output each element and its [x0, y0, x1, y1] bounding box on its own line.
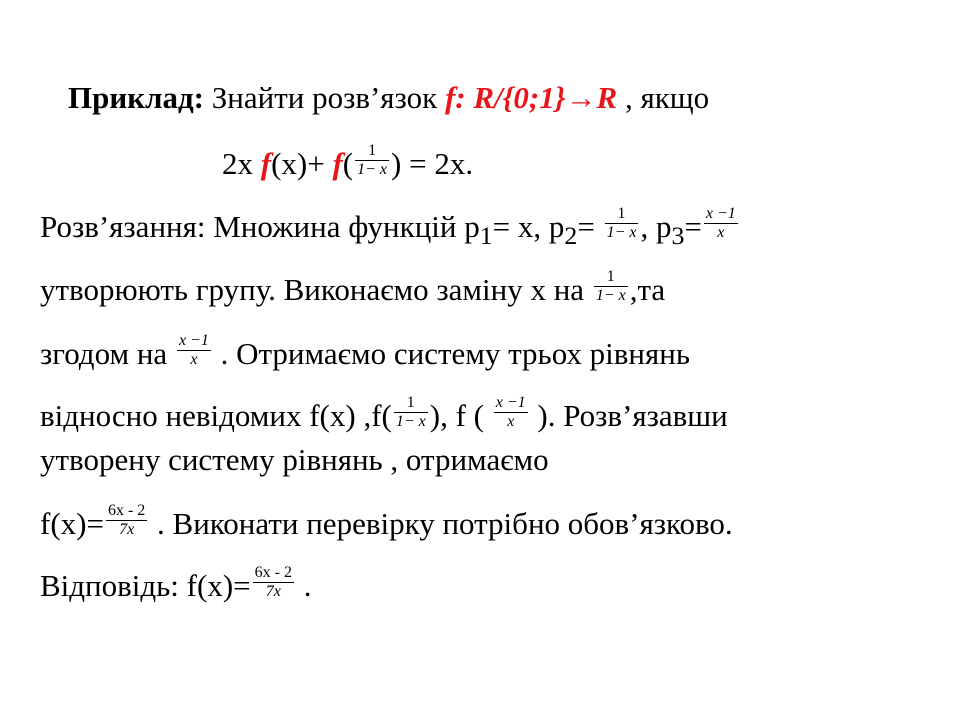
fraction-denominator: 1− x: [606, 224, 637, 242]
fraction-numerator: 1: [606, 268, 615, 286]
solution-line-5: [40, 440, 549, 480]
subscript: 3: [671, 221, 685, 251]
fraction-denominator: 1− x: [357, 161, 388, 179]
eq-part: (x)+: [271, 146, 333, 181]
text-run: утворену систему рівнянь , отримаємо: [40, 442, 549, 477]
solution-line-4: [40, 396, 728, 437]
fraction-numerator: 6x - 2: [254, 564, 292, 582]
text-run: f(x)=: [40, 506, 104, 541]
text-run: Розв’язання: Множина функцій p: [40, 209, 480, 244]
text-run: ,та: [629, 272, 666, 307]
solution-line-3: [40, 334, 690, 375]
eq-part: (: [342, 146, 354, 181]
text-run: згодом на: [40, 336, 175, 371]
fraction: [605, 205, 639, 242]
text-run: . Отримаємо систему трьох рівнянь: [212, 336, 690, 371]
text-run: ). Розв’язавши: [529, 398, 728, 433]
function-definition: f: R/{0;1}→R: [444, 80, 618, 115]
subscript: 2: [564, 221, 578, 251]
fraction: [594, 268, 628, 305]
text-run: відносно невідомих f(x) ,f(: [40, 398, 392, 433]
text-run: . Виконати перевірку потрібно обов’язково.: [149, 506, 733, 541]
fraction-numerator: x −1: [178, 332, 209, 350]
fraction: [177, 332, 211, 369]
solution-line-2: [40, 270, 665, 311]
eq-function-symbol: f: [260, 146, 272, 181]
text-run: утворюють групу. Виконаємо заміну x на: [40, 272, 592, 307]
text-run: ), f (: [429, 398, 492, 433]
functional-equation: [222, 144, 473, 185]
fraction: [253, 564, 294, 601]
subscript: 1: [479, 221, 493, 251]
title-text-after: , якщо: [617, 80, 710, 115]
fraction-denominator: 1− x: [395, 413, 426, 431]
fraction-denominator: x: [704, 223, 738, 242]
fraction: [355, 142, 389, 179]
eq-part: 2x: [222, 146, 261, 181]
text-run: =: [577, 209, 603, 244]
fraction-numerator: x −1: [705, 205, 736, 223]
solution-line-1: [40, 207, 740, 256]
answer-line: [40, 566, 311, 607]
fraction-numerator: 1: [406, 394, 415, 412]
fraction: [106, 502, 147, 539]
eq-part: ) = 2x.: [391, 146, 474, 181]
fraction-numerator: 6x - 2: [107, 502, 146, 520]
fraction-denominator: x: [494, 412, 528, 431]
example-title-line: [68, 78, 709, 118]
fraction-denominator: x: [177, 350, 211, 369]
title-text: Знайти розв’язок: [203, 80, 445, 115]
text-run: =: [684, 209, 702, 244]
text-run: , p: [640, 209, 672, 244]
text-run: .: [295, 568, 312, 603]
solution-line-6: [40, 504, 733, 545]
eq-function-symbol: f: [332, 146, 343, 181]
fraction-numerator: 1: [617, 205, 626, 223]
text-run: Відповідь: f(x)=: [40, 568, 251, 603]
fraction-denominator: 7x: [106, 520, 147, 539]
fraction-numerator: x −1: [495, 394, 526, 412]
example-label: Приклад:: [68, 80, 204, 115]
text-run: = x, p: [492, 209, 565, 244]
fraction: [704, 205, 738, 242]
fraction-denominator: 1− x: [595, 287, 626, 305]
fraction: [394, 394, 428, 431]
fraction-numerator: 1: [368, 142, 377, 160]
fraction: [494, 394, 528, 431]
fraction-denominator: 7x: [253, 582, 294, 601]
